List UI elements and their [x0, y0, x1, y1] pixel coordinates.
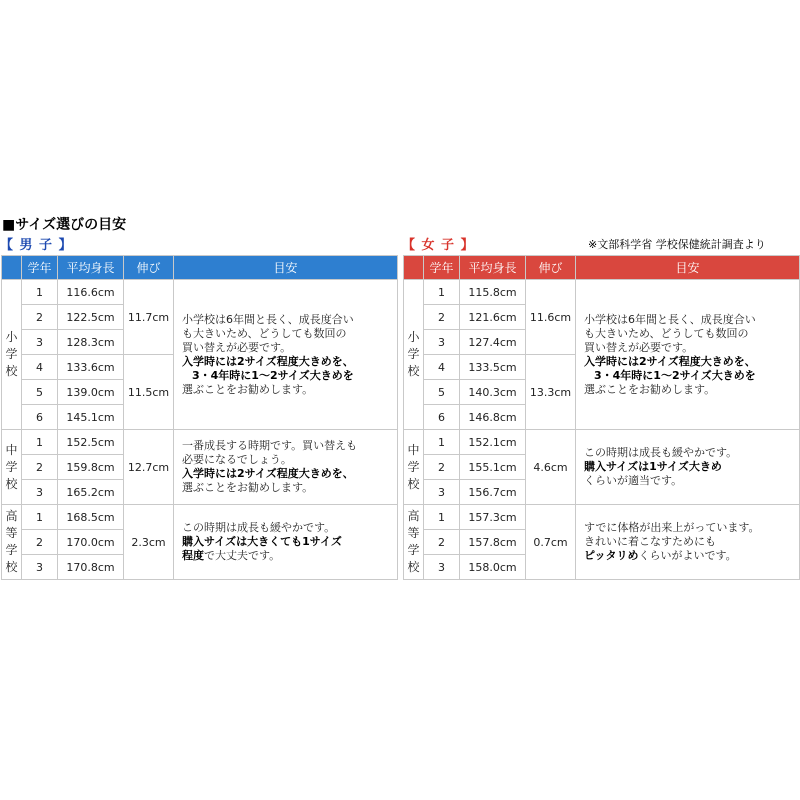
height-cell: 128.3cm: [58, 330, 124, 355]
height-cell: 170.8cm: [58, 555, 124, 580]
height-cell: 170.0cm: [58, 530, 124, 555]
height-cell: 139.0cm: [58, 380, 124, 405]
source-note: ※文部科学省 学校保健統計調査より: [588, 238, 766, 251]
header-growth: 伸び: [526, 256, 576, 280]
growth-cell: 11.7cm: [124, 280, 174, 355]
height-cell: 121.6cm: [460, 305, 526, 330]
height-cell: 155.1cm: [460, 455, 526, 480]
height-cell: 115.8cm: [460, 280, 526, 305]
table-row: [2, 430, 398, 455]
level-elementary: 小 学 校: [2, 280, 22, 430]
level-elementary: 小 学 校: [404, 280, 424, 430]
grade-cell: 4: [424, 355, 460, 380]
grade-cell: 4: [22, 355, 58, 380]
level-high: 高 等 学 校: [404, 505, 424, 580]
level-junior: 中 学 校: [404, 430, 424, 505]
table-header-row: [2, 256, 398, 280]
grade-cell: 1: [424, 280, 460, 305]
table-header-row: [404, 256, 800, 280]
growth-cell: 11.6cm: [526, 280, 576, 355]
table-row: [2, 280, 398, 305]
table-row: [404, 505, 800, 530]
growth-cell: 13.3cm: [526, 355, 576, 430]
height-cell: 133.5cm: [460, 355, 526, 380]
height-cell: 156.7cm: [460, 480, 526, 505]
guide-note-high: この時期は成長も緩やかです。 購入サイズは大きくても1サイズ 程度で大丈夫です。: [174, 505, 398, 580]
height-cell: 152.5cm: [58, 430, 124, 455]
grade-cell: 2: [424, 305, 460, 330]
grade-cell: 1: [22, 430, 58, 455]
grade-cell: 1: [424, 505, 460, 530]
table-row: [404, 280, 800, 305]
grade-cell: 2: [424, 530, 460, 555]
growth-cell: 2.3cm: [124, 505, 174, 580]
grade-cell: 3: [424, 555, 460, 580]
grade-cell: 5: [424, 380, 460, 405]
page-title: ■サイズ選びの目安: [2, 217, 127, 233]
header-avg-height: 平均身長: [460, 256, 526, 280]
grade-cell: 2: [22, 305, 58, 330]
girls-section-label: 【 女 子 】: [402, 238, 475, 253]
height-cell: 133.6cm: [58, 355, 124, 380]
growth-cell: 12.7cm: [124, 430, 174, 505]
level-high: 高 等 学 校: [2, 505, 22, 580]
height-cell: 146.8cm: [460, 405, 526, 430]
guide-note-high: すでに体格が出来上がっています。 きれいに着こなすためにも ピッタリめくらいがよいです。: [576, 505, 800, 580]
height-cell: 116.6cm: [58, 280, 124, 305]
grade-cell: 3: [424, 330, 460, 355]
height-cell: 159.8cm: [58, 455, 124, 480]
level-junior: 中 学 校: [2, 430, 22, 505]
header-grade: 学年: [424, 256, 460, 280]
growth-cell: 0.7cm: [526, 505, 576, 580]
height-cell: 157.3cm: [460, 505, 526, 530]
boys-section-label: 【 男 子 】: [0, 238, 73, 253]
height-cell: 165.2cm: [58, 480, 124, 505]
boys-size-table: [1, 255, 398, 580]
grade-cell: 2: [22, 530, 58, 555]
guide-note-junior: 一番成長する時期です。買い替えも 必要になるでしょう。 入学時には2サイズ程度大きめを、 選ぶことをお勧めします。: [174, 430, 398, 505]
grade-cell: 6: [424, 405, 460, 430]
header-growth: 伸び: [124, 256, 174, 280]
guide-note-junior: この時期は成長も緩やかです。 購入サイズは1サイズ大きめ くらいが適当です。: [576, 430, 800, 505]
grade-cell: 3: [22, 555, 58, 580]
grade-cell: 2: [424, 455, 460, 480]
header-guide: 目安: [174, 256, 398, 280]
height-cell: 145.1cm: [58, 405, 124, 430]
height-cell: 152.1cm: [460, 430, 526, 455]
growth-cell: 4.6cm: [526, 430, 576, 505]
growth-cell: 11.5cm: [124, 355, 174, 430]
guide-note-elementary: 小学校は6年間と長く、成長度合い も大きいため、どうしても数回の 買い替えが必要です。 入学時には2サイズ程度大きめを、 3・4年時に1～2サイズ大きめを 選ぶことをお勧めします。: [576, 280, 800, 430]
grade-cell: 6: [22, 405, 58, 430]
table-row: [404, 430, 800, 455]
header-spacer: [404, 256, 424, 280]
table-row: [2, 505, 398, 530]
grade-cell: 5: [22, 380, 58, 405]
grade-cell: 1: [22, 280, 58, 305]
header-spacer: [2, 256, 22, 280]
guide-note-elementary: 小学校は6年間と長く、成長度合い も大きいため、どうしても数回の 買い替えが必要です。 入学時には2サイズ程度大きめを、 3・4年時に1～2サイズ大きめを 選ぶことをお勧めします。: [174, 280, 398, 430]
height-cell: 127.4cm: [460, 330, 526, 355]
girls-size-table: [403, 255, 800, 580]
grade-cell: 1: [22, 505, 58, 530]
height-cell: 158.0cm: [460, 555, 526, 580]
header-grade: 学年: [22, 256, 58, 280]
header-avg-height: 平均身長: [58, 256, 124, 280]
height-cell: 122.5cm: [58, 305, 124, 330]
grade-cell: 3: [424, 480, 460, 505]
grade-cell: 2: [22, 455, 58, 480]
height-cell: 140.3cm: [460, 380, 526, 405]
grade-cell: 3: [22, 330, 58, 355]
height-cell: 168.5cm: [58, 505, 124, 530]
grade-cell: 1: [424, 430, 460, 455]
height-cell: 157.8cm: [460, 530, 526, 555]
header-guide: 目安: [576, 256, 800, 280]
grade-cell: 3: [22, 480, 58, 505]
